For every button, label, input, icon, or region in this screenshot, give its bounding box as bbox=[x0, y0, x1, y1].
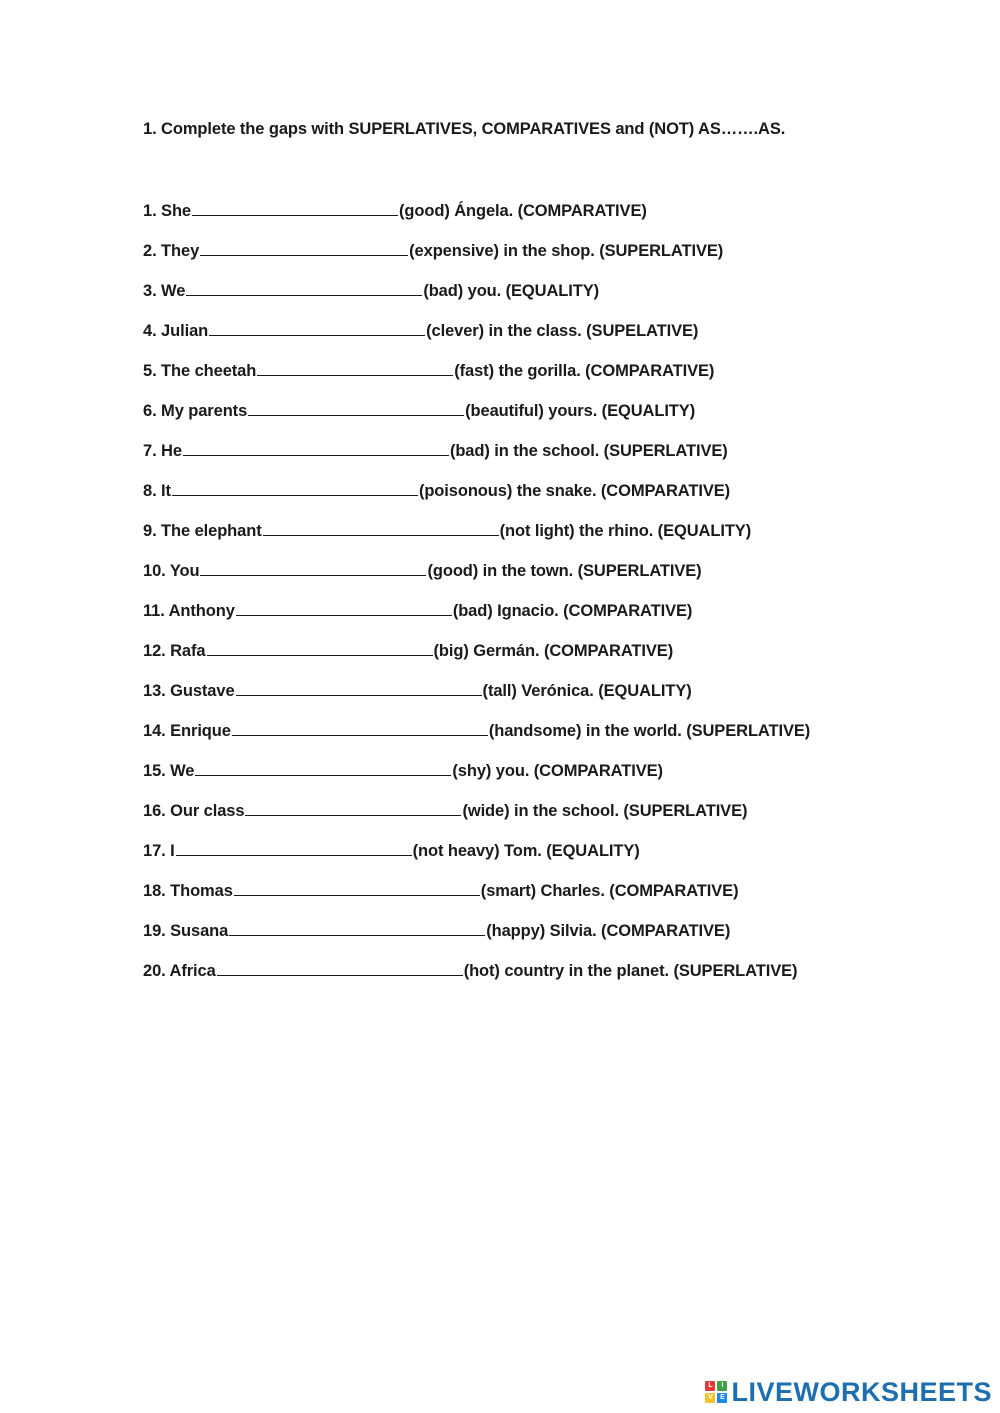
logo-squares-icon bbox=[705, 1381, 727, 1403]
answer-blank-18[interactable] bbox=[234, 880, 480, 896]
item-prefix: 12. Rafa bbox=[143, 642, 206, 660]
exercise-item-9 bbox=[143, 520, 810, 560]
answer-blank-4[interactable] bbox=[209, 320, 425, 336]
logo-square: E bbox=[717, 1393, 727, 1403]
item-suffix: (shy) you. (COMPARATIVE) bbox=[452, 762, 663, 780]
answer-blank-8[interactable] bbox=[172, 480, 418, 496]
logo-text: LIVEWORKSHEETS bbox=[731, 1376, 992, 1407]
item-suffix: (bad) Ignacio. (COMPARATIVE) bbox=[452, 602, 693, 620]
item-prefix: 13. Gustave bbox=[143, 682, 235, 700]
exercise-item-13 bbox=[143, 680, 810, 720]
exercise-item-15 bbox=[143, 760, 810, 800]
item-suffix: (poisonous) the snake. (COMPARATIVE) bbox=[418, 482, 731, 500]
item-suffix: (not heavy) Tom. (EQUALITY) bbox=[412, 842, 640, 860]
answer-blank-9[interactable] bbox=[263, 520, 499, 536]
item-suffix: (expensive) in the shop. (SUPERLATIVE) bbox=[409, 242, 724, 260]
answer-blank-10[interactable] bbox=[200, 560, 426, 576]
exercise-item-10 bbox=[143, 560, 810, 600]
exercise-item-8 bbox=[143, 480, 810, 520]
item-suffix: (not light) the rhino. (EQUALITY) bbox=[499, 522, 752, 540]
exercise-item-1 bbox=[143, 200, 810, 240]
item-prefix: 1. She bbox=[143, 202, 192, 220]
exercise-item-6 bbox=[143, 400, 810, 440]
item-suffix: (clever) in the class. (SUPELATIVE) bbox=[426, 322, 699, 340]
item-prefix: 19. Susana bbox=[143, 922, 229, 940]
logo-square: L bbox=[705, 1381, 715, 1391]
exercise-item-11 bbox=[143, 600, 810, 640]
answer-blank-3[interactable] bbox=[186, 280, 422, 296]
item-suffix: (handsome) in the world. (SUPERLATIVE) bbox=[488, 722, 811, 740]
item-prefix: 17. I bbox=[143, 842, 175, 860]
exercise-item-2 bbox=[143, 240, 810, 280]
answer-blank-7[interactable] bbox=[183, 440, 449, 456]
answer-blank-11[interactable] bbox=[236, 600, 452, 616]
exercise-item-12 bbox=[143, 640, 810, 680]
answer-blank-14[interactable] bbox=[232, 720, 488, 736]
item-suffix: (good) in the town. (SUPERLATIVE) bbox=[427, 562, 702, 580]
item-prefix: 11. Anthony bbox=[143, 602, 235, 620]
exercise-item-14 bbox=[143, 720, 810, 760]
item-suffix: (wide) in the school. (SUPERLATIVE) bbox=[462, 802, 748, 820]
item-suffix: (tall) Verónica. (EQUALITY) bbox=[482, 682, 692, 700]
exercise-item-3 bbox=[143, 280, 810, 320]
item-suffix: (bad) in the school. (SUPERLATIVE) bbox=[449, 442, 728, 460]
answer-blank-12[interactable] bbox=[207, 640, 433, 656]
liveworksheets-logo bbox=[705, 1377, 992, 1407]
exercise-item-7 bbox=[143, 440, 810, 480]
answer-blank-15[interactable] bbox=[195, 760, 451, 776]
item-prefix: 6. My parents bbox=[143, 402, 248, 420]
item-prefix: 2. They bbox=[143, 242, 200, 260]
logo-square: V bbox=[705, 1393, 715, 1403]
exercise-item-16 bbox=[143, 800, 810, 840]
exercise-item-4 bbox=[143, 320, 810, 360]
item-prefix: 8. It bbox=[143, 482, 171, 500]
exercise-item-19 bbox=[143, 920, 810, 960]
answer-blank-20[interactable] bbox=[217, 960, 463, 976]
item-prefix: 5. The cheetah bbox=[143, 362, 257, 380]
answer-blank-2[interactable] bbox=[200, 240, 408, 256]
item-suffix: (big) Germán. (COMPARATIVE) bbox=[433, 642, 674, 660]
exercise-item-5 bbox=[143, 360, 810, 400]
exercise-item-17 bbox=[143, 840, 810, 880]
item-suffix: (happy) Silvia. (COMPARATIVE) bbox=[486, 922, 731, 940]
exercise-list bbox=[143, 200, 810, 1000]
item-suffix: (smart) Charles. (COMPARATIVE) bbox=[480, 882, 739, 900]
item-prefix: 4. Julian bbox=[143, 322, 209, 340]
answer-blank-5[interactable] bbox=[257, 360, 453, 376]
item-prefix: 10. You bbox=[143, 562, 200, 580]
logo-square: I bbox=[717, 1381, 727, 1391]
answer-blank-6[interactable] bbox=[248, 400, 464, 416]
exercise-item-20 bbox=[143, 960, 810, 1000]
item-suffix: (bad) you. (EQUALITY) bbox=[423, 282, 600, 300]
item-suffix: (beautiful) yours. (EQUALITY) bbox=[465, 402, 696, 420]
item-prefix: 7. He bbox=[143, 442, 182, 460]
answer-blank-16[interactable] bbox=[245, 800, 461, 816]
item-prefix: 15. We bbox=[143, 762, 195, 780]
item-prefix: 16. Our class bbox=[143, 802, 245, 820]
answer-blank-17[interactable] bbox=[176, 840, 412, 856]
item-prefix: 3. We bbox=[143, 282, 186, 300]
item-prefix: 14. Enrique bbox=[143, 722, 231, 740]
item-suffix: (fast) the gorilla. (COMPARATIVE) bbox=[454, 362, 715, 380]
item-suffix: (hot) country in the planet. (SUPERLATIVE) bbox=[463, 962, 798, 980]
answer-blank-1[interactable] bbox=[192, 200, 398, 216]
item-prefix: 9. The elephant bbox=[143, 522, 262, 540]
item-suffix: (good) Ángela. (COMPARATIVE) bbox=[399, 202, 647, 220]
exercise-item-18 bbox=[143, 880, 810, 920]
exercise-instruction: 1. Complete the gaps with SUPERLATIVES, COMPARATIVES and (NOT) AS…….AS. bbox=[143, 120, 786, 138]
answer-blank-19[interactable] bbox=[229, 920, 485, 936]
answer-blank-13[interactable] bbox=[236, 680, 482, 696]
item-prefix: 18. Thomas bbox=[143, 882, 233, 900]
item-prefix: 20. Africa bbox=[143, 962, 216, 980]
